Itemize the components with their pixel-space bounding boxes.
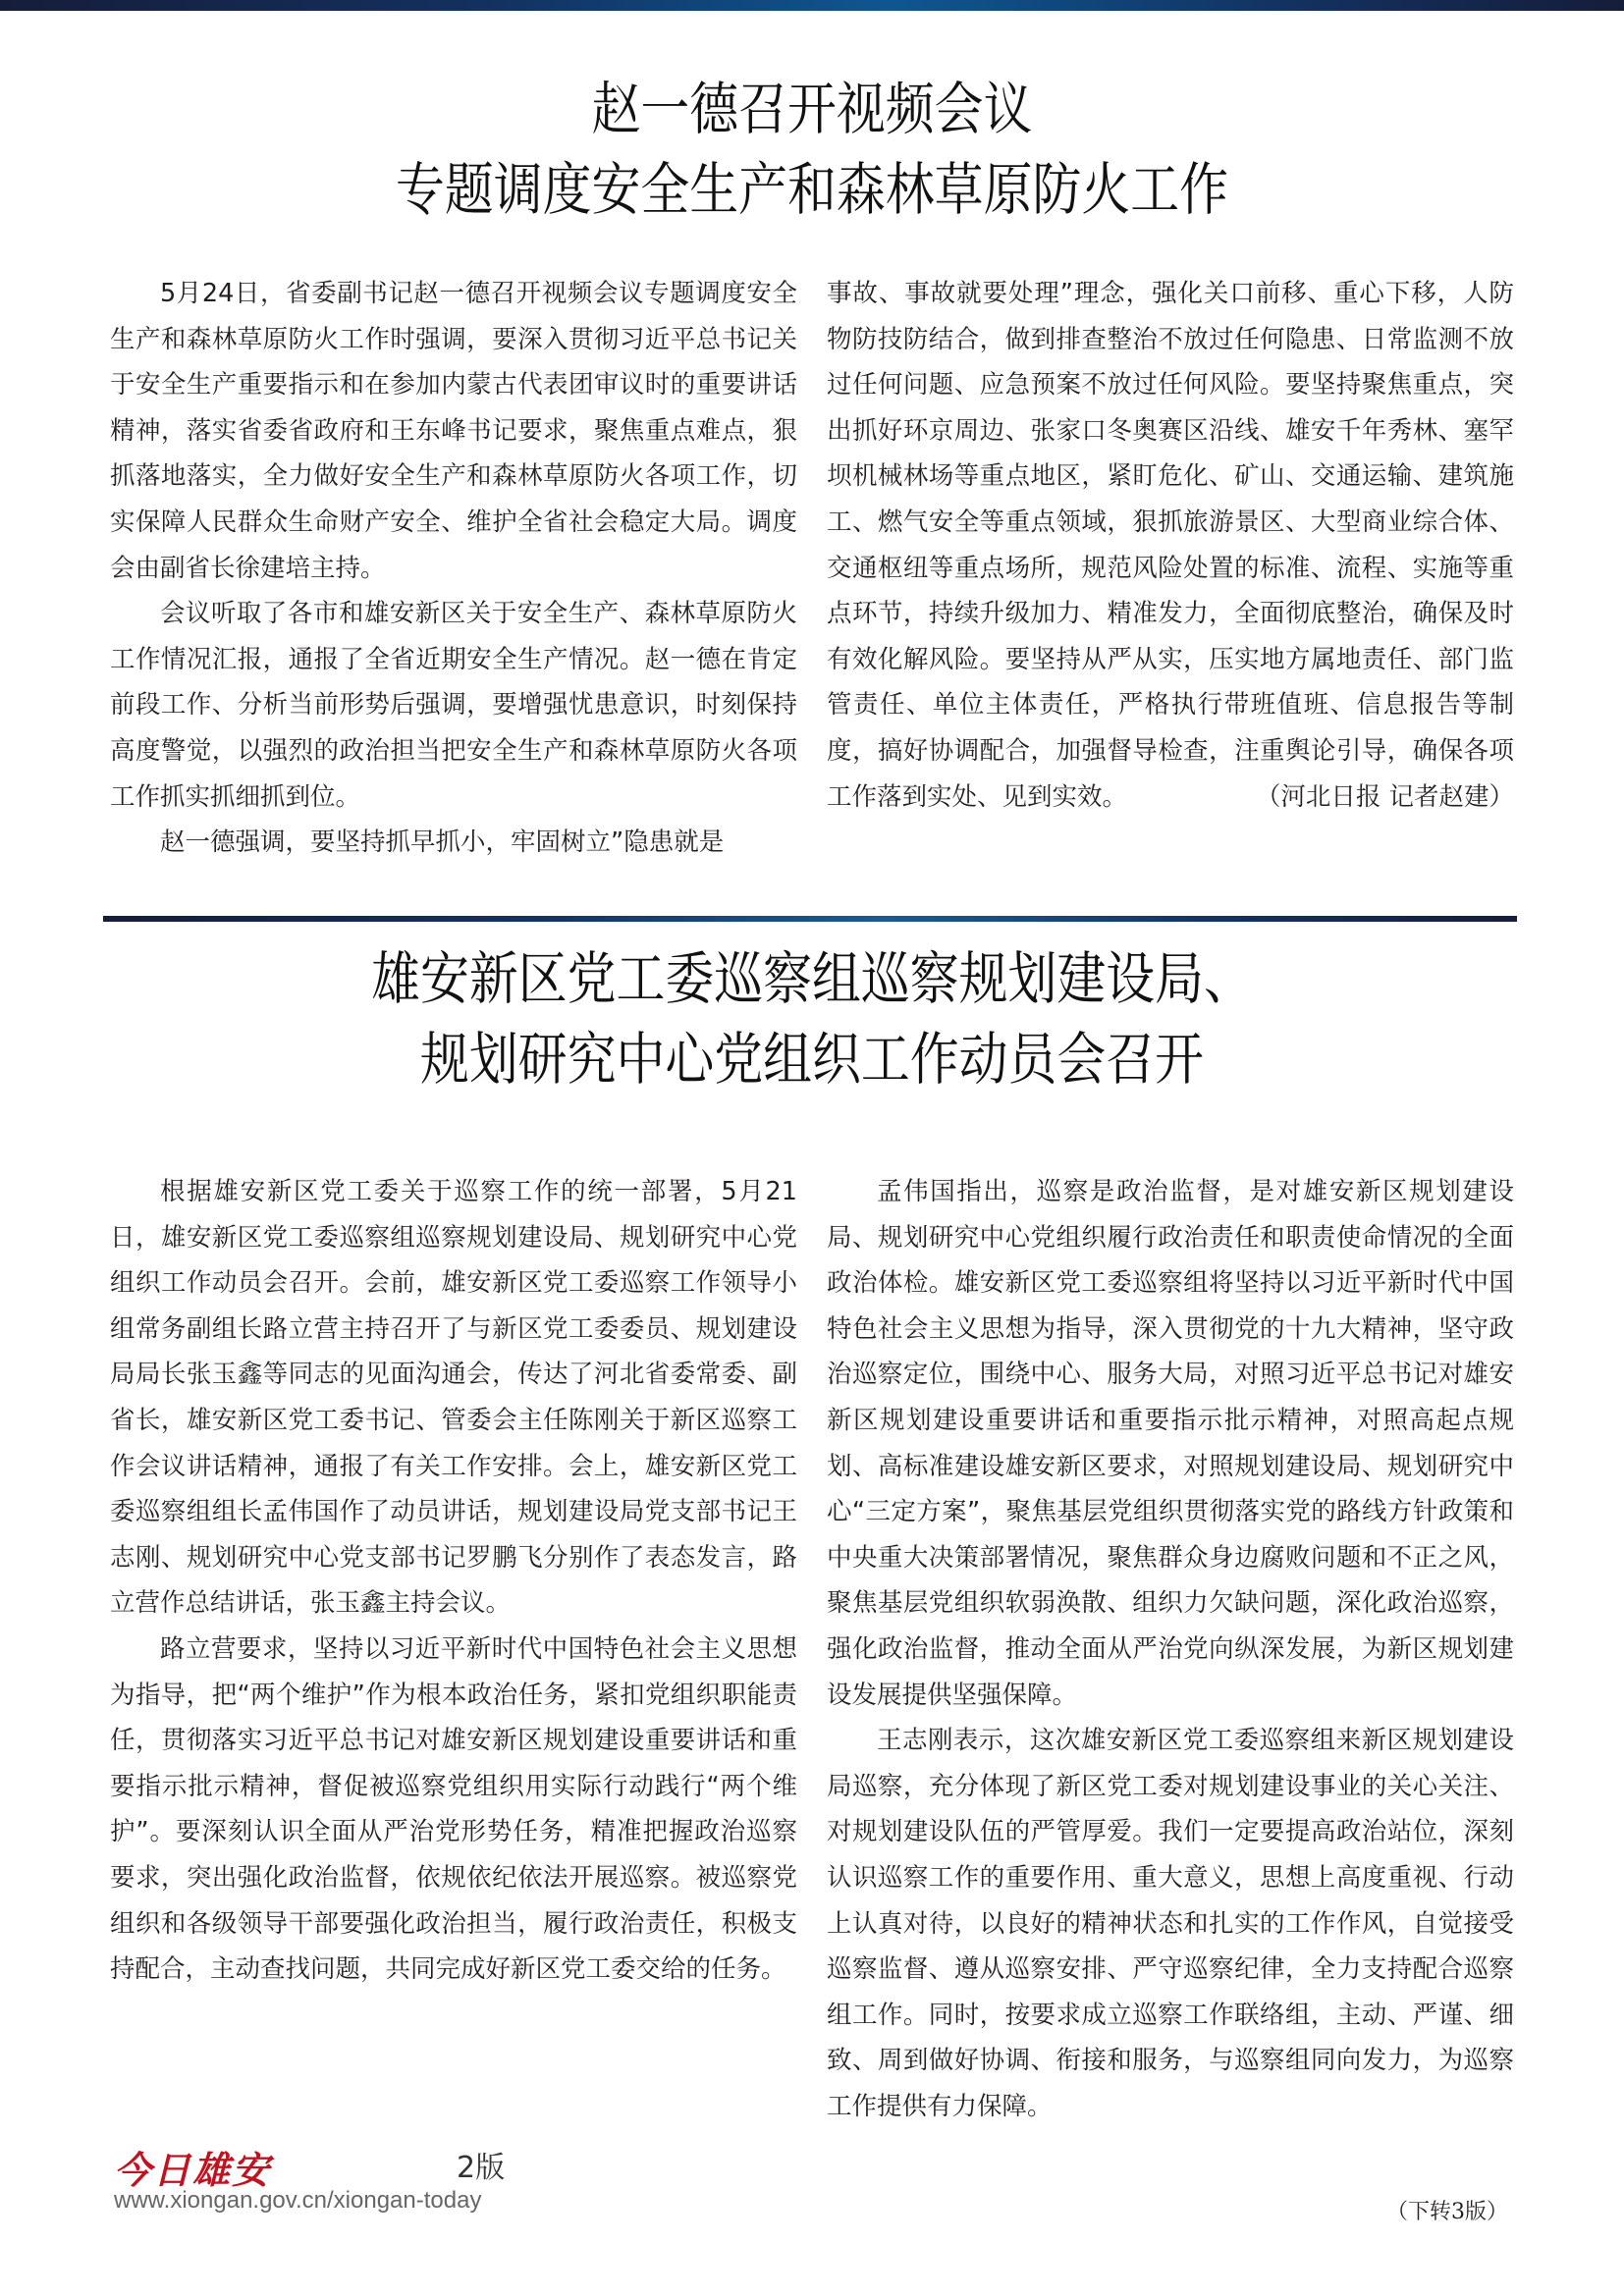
top-banner-bar	[0, 0, 1624, 11]
article1-paragraph-text: 事故、事故就要处理”理念，强化关口前移、重心下移，人防物防技防结合，做到排查整治不放过任何隐患、日常监测不放过任何问题、应急预案不放过任何风险。要坚持聚焦重点，突出抓好环京周边、张家口冬奥赛区沿线、雄安千年秀林、塞罕坝机械林场等重点地区，紧盯危化、矿山、交通运输、建筑施工、燃气安全等重点领域，狠抓旅游景区、大型商业综合体、交通枢纽等重点场所，规范风险处置的标准、流程、实施等重点环节，持续升级加力、精准发力，全面彻底整治，确保及时有效化解风险。要坚持从严从实，压实地方属地责任、部门监管责任、单位主体责任，严格执行带班值班、信息报告等制度，搞好协调配合，加强督导检查，注重舆论引导，确保各项工作落到实处、见到实效。	[827, 279, 1514, 812]
page-number-label: 2版	[457, 2151, 506, 2185]
article2-paragraph: 王志刚表示，这次雄安新区党工委巡察组来新区规划建设局巡察，充分体现了新区党工委对规划建设事业的关心关注、对规划建设队伍的严管厚爱。我们一定要提高政治站位，深刻认识巡察工作的重要作用、重大意义，思想上高度重视、行动上认真对待，以良好的精神状态和扎实的工作作风，自觉接受巡察监督、遵从巡察安排、严守巡察纪律，全力支持配合巡察组工作。同时，按要求成立巡察工作联络组，主动、严谨、细致、周到做好协调、衔接和服务，与巡察组同向发力，为巡察工作提供有力保障。	[827, 1726, 1514, 2121]
newspaper-logo: 今日雄安	[114, 2148, 272, 2192]
article1-headline-line1: 赵一德召开视频会议	[591, 76, 1033, 142]
article1-headline-line2: 专题调度安全生产和森林草原防火工作	[396, 156, 1228, 223]
article1-byline: （河北日报 记者赵建）	[1255, 781, 1514, 812]
article2-paragraph: 孟伟国指出，巡察是政治监督，是对雄安新区规划建设局、规划研究中心党组织履行政治责任和职责使命情况的全面政治体检。雄安新区党工委巡察组将坚持以习近平新时代中国特色社会主义思想为指导，深入贯彻党的十九大精神，坚守政治巡察定位，围绕中心、服务大局，对照习近平总书记对雄安新区规划建设重要讲话和重要指示批示精神，对照高起点规划、高标准建设雄安新区要求，对照规划建设局、规划研究中心“三定方案”，聚焦基层党组织贯彻落实党的路线方针政策和中央重大决策部署情况，聚焦群众身边腐败问题和不正之风，聚焦基层党组织软弱涣散、组织力欠缺问题，深化政治巡察，强化政治监督，推动全面从严治党向纵深发展，为新区规划建设发展提供坚强保障。	[827, 1177, 1514, 1710]
section-divider	[103, 916, 1517, 922]
article1-paragraph-continued	[827, 271, 1514, 820]
article1-paragraph: 5月24日，省委副书记赵一德召开视频会议专题调度安全生产和森林草原防火工作时强调，要深入贯彻习近平总书记关于安全生产重要指示和在参加内蒙古代表团审议时的重要讲话精神，落实省委省政府和王东峰书记要求，聚焦重点难点，狠抓落地落实，全力做好安全生产和森林草原防火各项工作，切实保障人民群众生命财产安全、维护全省社会稳定大局。调度会由副省长徐建培主持。	[110, 279, 797, 583]
article1-right-column	[827, 271, 1514, 820]
article1-headline	[114, 69, 1510, 230]
article1-paragraph: 赵一德强调，要坚持抓早抓小，牢固树立”隐患就是	[160, 828, 725, 858]
article2-headline-line2: 规划研究中心党组织工作动员会召开	[419, 1026, 1205, 1093]
article1-paragraph: 会议听取了各市和雄安新区关于安全生产、森林草原防火工作情况汇报，通报了全省近期安全生产情况。赵一德在肯定前段工作、分析当前形势后强调，要增强忧患意识，时刻保持高度警觉，以强烈的政治担当把安全生产和森林草原防火各项工作抓实抓细抓到位。	[110, 599, 797, 812]
article2-left-column	[110, 1169, 797, 1993]
article2-headline-line1: 雄安新区党工委巡察组巡察规划建设局、	[371, 945, 1253, 1012]
article2-right-column	[827, 1169, 1514, 2129]
article1-left-column	[110, 271, 797, 866]
article2-headline	[114, 938, 1510, 1099]
website-url: www.xiongan.gov.cn/xiongan-today	[114, 2187, 482, 2214]
article2-paragraph: 根据雄安新区党工委关于巡察工作的统一部署，5月21日，雄安新区党工委巡察组巡察规划建设局、规划研究中心党组织工作动员会召开。会前，雄安新区党工委巡察工作领导小组常务副组长路立营主持召开了与新区党工委委员、规划建设局局长张玉鑫等同志的见面沟通会，传达了河北省委常委、副省长，雄安新区党工委书记、管委会主任陈刚关于新区巡察工作会议讲话精神，通报了有关工作安排。会上，雄安新区党工委巡察组组长孟伟国作了动员讲话，规划建设局党支部书记王志刚、规划研究中心党支部书记罗鹏飞分别作了表态发言，路立营作总结讲话，张玉鑫主持会议。	[110, 1177, 797, 1619]
continued-on-page-note: （下转3版）	[1386, 2200, 1508, 2224]
article2-paragraph: 路立营要求，坚持以习近平新时代中国特色社会主义思想为指导，把“两个维护”作为根本政治任务，紧扣党组织职能责任，贯彻落实习近平总书记对雄安新区规划建设重要讲话和重要指示批示精神，督促被巡察党组织用实际行动践行“两个维护”。要深刻认识全面从严治党形势任务，精准把握政治巡察要求，突出强化政治监督，依规依纪依法开展巡察。被巡察党组织和各级领导干部要强化政治担当，履行政治责任，积极支持配合，主动查找问题，共同完成好新区党工委交给的任务。	[110, 1633, 797, 1985]
